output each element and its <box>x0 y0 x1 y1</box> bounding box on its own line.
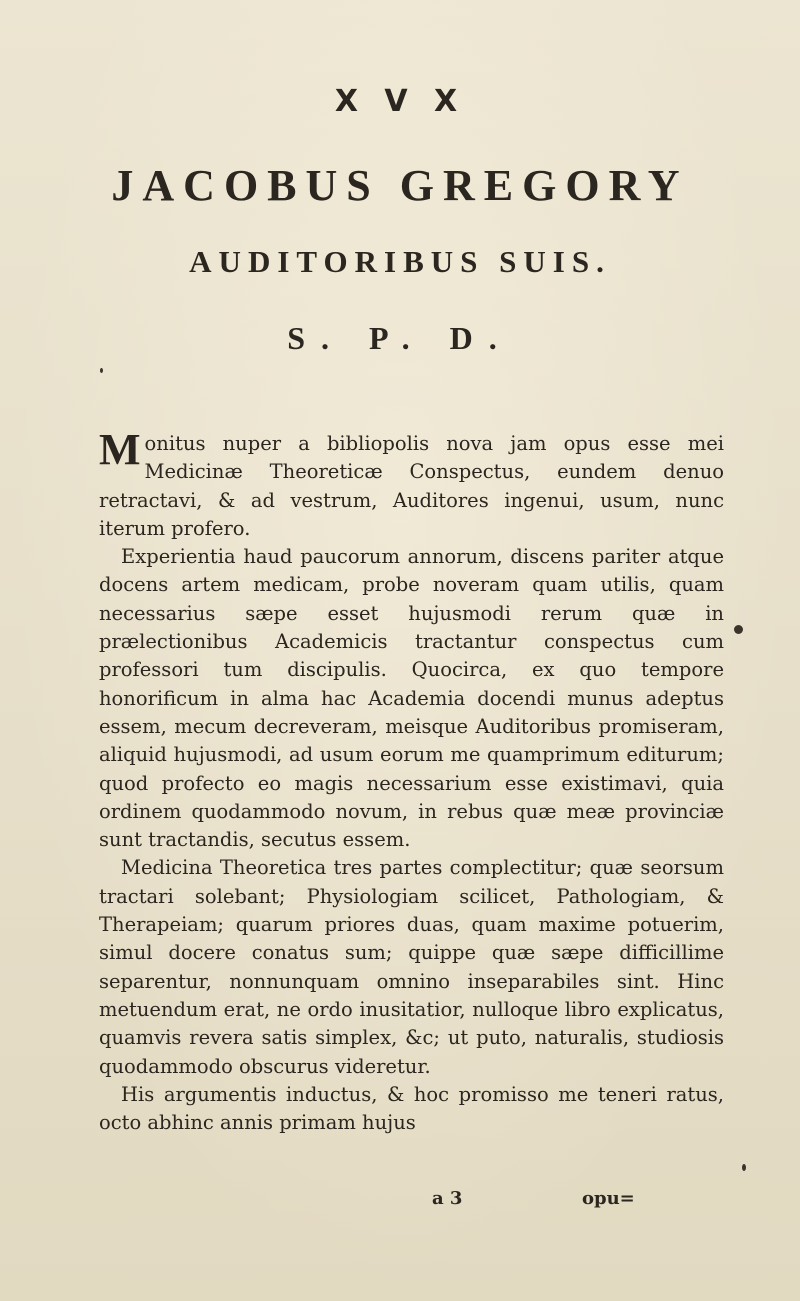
paragraph-1-text: onitus nuper a bibliopolis nova jam opus esse mei Medicinæ Theoreticæ Conspectus, eundem denuo retractavi, & ad vestrum, Auditores ingenui, usum, nunc iterum profero. <box>99 432 724 540</box>
ink-speck <box>742 1164 746 1171</box>
salutation-line: S. P. D. <box>287 320 513 356</box>
letter-body <box>99 425 724 1137</box>
ink-speck <box>734 625 743 634</box>
signature-mark: a 3 <box>432 1188 463 1209</box>
paragraph-4: His argumentis inductus, & hoc promisso me teneri ratus, octo abhinc annis primam hujus <box>99 1082 724 1135</box>
catchword: opu= <box>582 1188 635 1209</box>
paragraph-1 <box>99 425 724 543</box>
ink-speck <box>100 368 103 373</box>
page-footer <box>0 1188 800 1212</box>
paragraph-3: Medicina Theoretica tres partes complectitur; quæ seorsum tractari solebant; Physiologiam scilicet, Pathologiam, & Therapeiam; quarum priores duas, quam maxime potuerim, simul docere conatus sum; quippe quæ sæpe difficillime separentur, nonnunquam omnino inseparabiles sint. Hinc metuendum erat, ne ordo inusitatior, nulloque libro explicatus, quamvis revera satis simplex, &c; ut puto, naturalis, studiosis quodammodo obscurus videretur. <box>99 856 724 1078</box>
dedicator-name: JACOBUS GREGORY <box>111 161 689 210</box>
paragraph-2: Experientia haud paucorum annorum, discens pariter atque docens artem medicam, probe noveram quam utilis, quam necessarius sæpe esset hujusmodi rerum quæ in prælectionibus Academicis tractantur conspectus cum professori tum discipulis. Quocirca, ex quo tempore honorificum in alma hac Academia docendi munus adeptus essem, mecum decreveram, meisque Auditoribus promiseram, aliquid hujusmodi, ad usum eorum me quamprimum editurum; quod profecto eo magis necessarium esse existimavi, quia ordinem quodammodo novum, in rebus quæ meæ provinciæ sunt tractandis, secutus essem. <box>99 545 724 852</box>
drop-capital: M <box>99 425 141 474</box>
addressee-line: AUDITORIBUS SUIS. <box>189 244 611 279</box>
ornament-header: X V X <box>334 84 466 119</box>
